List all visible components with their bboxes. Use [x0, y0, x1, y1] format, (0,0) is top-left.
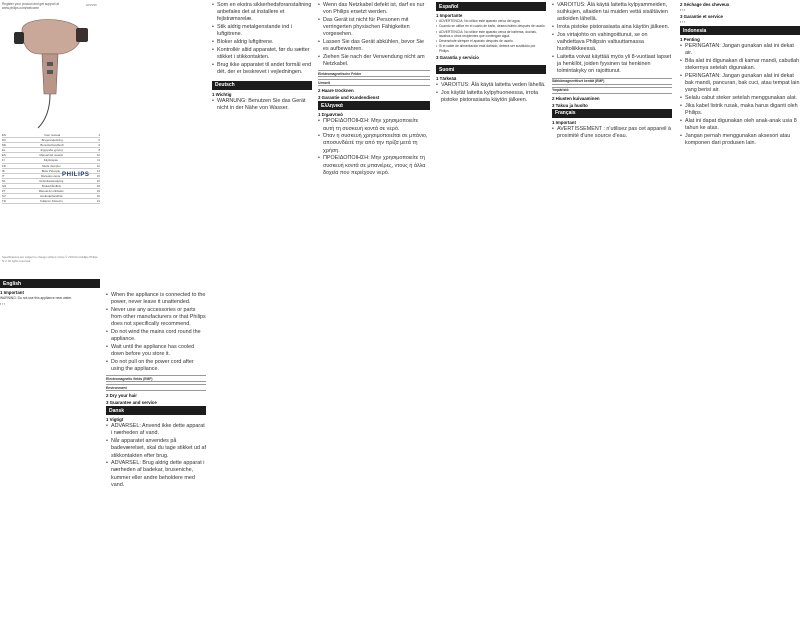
list-item: • Cuando se utilice en el cuarto de baño, desenchúfelo después de usarlo. [436, 24, 546, 28]
legend-row: TR Kullanım Kılavuzu 21 [2, 199, 100, 204]
nozzle [14, 32, 24, 44]
list-item: • Irrota pistoke pistorasiasta aina käytön jälkeen. [552, 24, 672, 31]
important-fr-heading: 1 Important [552, 119, 576, 125]
umwelt-heading: Umwelt [318, 79, 430, 86]
sechage-heading: 2 Séchage des cheveux [680, 2, 730, 7]
list-item: • Jika kabel listrik rusak, maka harus diganti oleh Philips. [680, 103, 800, 117]
dry-hair-heading: 2 Dry your hair [106, 393, 137, 399]
emf-heading: Electromagnetic fields (EMF) [106, 375, 206, 382]
list-item: • Som en ekstra sikkerhedsforanstaltning anbefales det at installere et fejlstrømsrelæ. [212, 2, 312, 24]
dansk-deutsch-column [212, 0, 312, 620]
garantie-heading: 3 Garantie und Kundendienst [318, 95, 380, 101]
list-item: • ADVARSEL: Brug aldrig dette apparat i nærheden af badekar, bruseniche, kummer eller andre beholdere med vand. [106, 460, 206, 489]
list-item: • Når apparatet anvendes på badeværelset, skal du tage stikket ud af stikkontakten efter brug. [106, 438, 206, 460]
list-item: • VAROITUS: Älä käytä laitetta veden lähellä. [436, 82, 546, 89]
francais-section-bar: Français [552, 109, 672, 118]
dansk-section-bar: Dansk [106, 406, 206, 415]
legend-row: PT Manual do utilizador 19 [2, 189, 100, 194]
ymparisto-heading: Ympäristö [552, 87, 672, 94]
list-item: • Laitetta voivat käyttää myös yli 8-vuotiaat lapset ja henkilöt, joiden fyysinen tai henkinen toimintakyky on rajoittunut. [552, 54, 672, 76]
legend-row: SV Användarhandbok 20 [2, 194, 100, 199]
legend-row: FR Mode d'emploi 12 [2, 163, 100, 168]
list-item: • Stik aldrig metalgenstande ind i luftgitrene. [212, 24, 312, 38]
list-item: • PERINGATAN: Jangan gunakan alat ini dekat bak mandi, pancuran, bak cuci, atau tempat lain yang berisi air. [680, 73, 800, 95]
francais-indonesia-column: 2 Séchage des cheveux ▪ ▪ ▪ 3 Garantie et service ▪ ▪ ▪ Indonesia 1 Penting • PERINGATAN: Jangan gunakan alat ini dekat air. • Bila alat ini digunakan di kamar mandi, cabutlah stekernya setelah digunakan. • PERINGATAN: Jangan gunakan alat ini dekat bak mandi, pancuran, bak cuci, atau tempat lain yang berisi air. • Selalu cabut steker setelah menggunakan alat. • Jika kabel listrik rusak, maka harus diganti oleh Philips. • Alat ini dapat digunakan oleh anak-anak usia 8 tahun ke atas. • Jangan pernah menggunakan aksesori atau komponen dari produsen lain. [680, 0, 800, 620]
temperature-slider [47, 70, 53, 74]
list-item: • Do not pull on the power cord after using the appliance. [106, 359, 206, 373]
header-line-2: www.philips.com/welcome [2, 6, 40, 11]
importante-heading: 1 Importante [436, 13, 463, 18]
deutsch-section-bar: Deutsch [212, 81, 312, 90]
english-section-bar: English [0, 279, 100, 288]
garantie-fr-heading: 3 Garantie et service [680, 14, 723, 20]
important-heading: 1 Important [0, 290, 24, 295]
legend-row: EN User manual 4 [2, 133, 100, 137]
takuu-heading: 3 Takuu ja huolto [552, 102, 588, 108]
suomi-francais-column [552, 0, 672, 620]
philips-logo: PHILIPS [62, 172, 90, 178]
hair-dryer-illustration [2, 10, 98, 130]
warning-text: WARNING: Do not use this appliance near water. [0, 296, 72, 300]
list-item: • ΠΡΟΕΙΔΟΠΟΙΗΣΗ: Μην χρησιμοποιείτε αυτή τη συσκευή κοντά σε νερό. [318, 118, 430, 132]
legend-row: IT Manuale utente 15 [2, 173, 100, 178]
suomi-section-bar: Suomi [436, 65, 546, 74]
environment-heading: Environment [106, 384, 206, 391]
vigtigt-heading: 1 Vigtigt [106, 417, 124, 423]
guarantee-heading: 3 Guarantee and service [106, 400, 157, 406]
indonesia-section-bar: Indonesia [680, 26, 800, 35]
espanol-section-bar: Español [436, 2, 546, 11]
list-item: • Never use any accessories or parts from other manufacturers or that Philips does not specifically recommend. [106, 307, 206, 329]
list-item: • ADVERTENCIA: No utilice este aparato cerca del agua. [436, 19, 546, 23]
list-item: • Wenn das Netzkabel defekt ist, darf es nur von Philips ersetzt werden. [318, 2, 430, 16]
list-item: • Selalu cabut steker setelah menggunakan alat. [680, 95, 800, 102]
legend-row: ES Manual del usuario 10 [2, 153, 100, 158]
list-item: • Wait until the appliance has cooled down before you store it. [106, 344, 206, 358]
list-item: • Si el cable de alimentación está dañado, deberá ser sustituido por Philips. [436, 44, 546, 53]
espanol-suomi-column [436, 0, 546, 620]
list-item: • Do not wind the mains cord round the appliance. [106, 329, 206, 343]
list-item: • Brug ikke apparatet til andet formål end dét, der er beskrevet i vejledningen. [212, 62, 312, 76]
legend-row: NO Brukerhåndbok 18 [2, 183, 100, 188]
list-item: • Bila alat ini digunakan di kamar mandi, cabutlah stekernya setelah digunakan. [680, 58, 800, 72]
tarkeaa-heading: 1 Tärkeää [436, 76, 457, 82]
penting-heading: 1 Penting [680, 37, 700, 43]
list-item: • PERINGATAN: Jangan gunakan alat ini dekat air. [680, 43, 800, 57]
list-item: • ADVERTENCIA: No utilice este aparato cerca de bañeras, duchas, lavabos u otros recipientes que contengan agua. [436, 30, 546, 39]
deutsch-greek-column [318, 0, 430, 620]
list-item: • AVERTISSEMENT : n'utilisez pas cet appareil à proximité d'une source d'eau. [552, 126, 672, 140]
legend-row: ID Buku Petunjuk 14 [2, 168, 100, 173]
list-item: • Das Gerät ist nicht für Personen mit verringerten physischen Fähigkeiten vorgesehen. [318, 17, 430, 39]
copyright-footer: Specifications are subject to change without notice © 2013 Koninklijke Philips N.V. All rights reserved. [2, 255, 98, 263]
legend-row: DA Brugervejledning 5 [2, 138, 100, 143]
language-index [2, 133, 100, 204]
emf-heading: Elektromagnetische Felder [318, 70, 430, 77]
list-item: • ΠΡΟΕΙΔΟΠΟΙΗΣΗ: Μην χρησιμοποιείτε τη συσκευή κοντά σε μπανιέρες, ντους ή άλλα δοχεία που περιέχουν νερό. [318, 155, 430, 177]
list-item: • Jos virtajohto on vahingoittunut, se on vaihdettava Philipsin valtuuttamassa huoltoliikkeessä. [552, 32, 672, 54]
list-item: • Alat ini dapat digunakan oleh anak-anak usia 8 tahun ke atas. [680, 118, 800, 132]
list-item: • Desenchufe siempre el aparato después de usarlo. [436, 39, 546, 43]
list-item: • VAROITUS: Älä käytä laitetta kylpyammeiden, suihkujen, altaiden tai muiden vettä sisältävien astioiden lähellä. [552, 2, 672, 24]
english-dansk-column [106, 0, 206, 620]
garantia-heading: 3 Garantía y servicio [436, 55, 479, 61]
legend-row: FI Käyttöopas 11 [2, 158, 100, 163]
list-item: • ADVARSEL: Anvend ikke dette apparat i nærheden af vand. [106, 423, 206, 437]
list-item: • WARNUNG: Benutzen Sie das Gerät nicht in der Nähe von Wasser. [212, 98, 312, 112]
model-number: HP8235 [86, 3, 97, 7]
list-item: • Lassen Sie das Gerät abkühlen, bevor Sie es aufbewahren. [318, 39, 430, 53]
list-item: • Kontrollér altid apparatet, før du sætter stikket i stikkontakten. [212, 47, 312, 61]
switch-slider [47, 62, 53, 66]
cover-column: Register your product and get support at www.philips.com/welcome HP8235 EN User manual 4 DA Brugervejledning 5 DE Benutzerhandbuch 6 EL Εγχειρίδιο χρήσης 8 ES Manual del usuario 10 FI Käyttöopas 11 FR Mode d'emploi 12 ID Buku Petunjuk 14 IT Manuale utente 15 NL Gebruiksaanwijzing 16 NO Brukerhåndbok 18 PT Manual do utilizador 19 SV Användarhandbok 20 TR Kullanım Kılavuzu 21 PHILIPS Specifications are subject to change without notice © 2013 Koninklijke Philips N.V. All rights reserved. English 1 Important WARNING: Do not use this appliance near water. ▪ ▪ ▪ [0, 2, 100, 306]
list-item: • Jangan pernah menggunakan aksesori atau komponen dari produsen lain. [680, 133, 800, 147]
list-item: • Jos käytät laitetta kylpyhuoneessa, irrota pistoke pistorasiasta käytön jälkeen. [436, 90, 546, 104]
hiusten-heading: 2 Hiusten kuivaaminen [552, 95, 600, 101]
list-item: • Όταν η συσκευή χρησιμοποιείται σε μπάνιο, αποσυνδέετέ την από την πρίζα μετά τη χρήση. [318, 133, 430, 155]
list-item: • When the appliance is connected to the power, never leave it unattended. [106, 292, 206, 306]
haare-heading: 2 Haare trocknen [318, 88, 354, 94]
wichtig-heading: 1 Wichtig [212, 91, 232, 97]
simantiko-heading: 1 Σημαντικό [318, 112, 343, 118]
list-item: • Bloker aldrig luftgitrene. [212, 39, 312, 46]
legend-row: EL Εγχειρίδιο χρήσης 8 [2, 148, 100, 153]
ellinika-section-bar: Ελληνικά [318, 101, 430, 110]
emf-heading: Sähkömagneettiset kentät (EMF) [552, 78, 672, 85]
header-line-1: Register your product and get support at [2, 2, 60, 6]
legend-row: NL Gebruiksaanwijzing 16 [2, 178, 100, 183]
list-item: • Ziehen Sie nach der Verwendung nicht am Netzkabel. [318, 54, 430, 68]
legend-row: DE Benutzerhandbuch 6 [2, 143, 100, 148]
